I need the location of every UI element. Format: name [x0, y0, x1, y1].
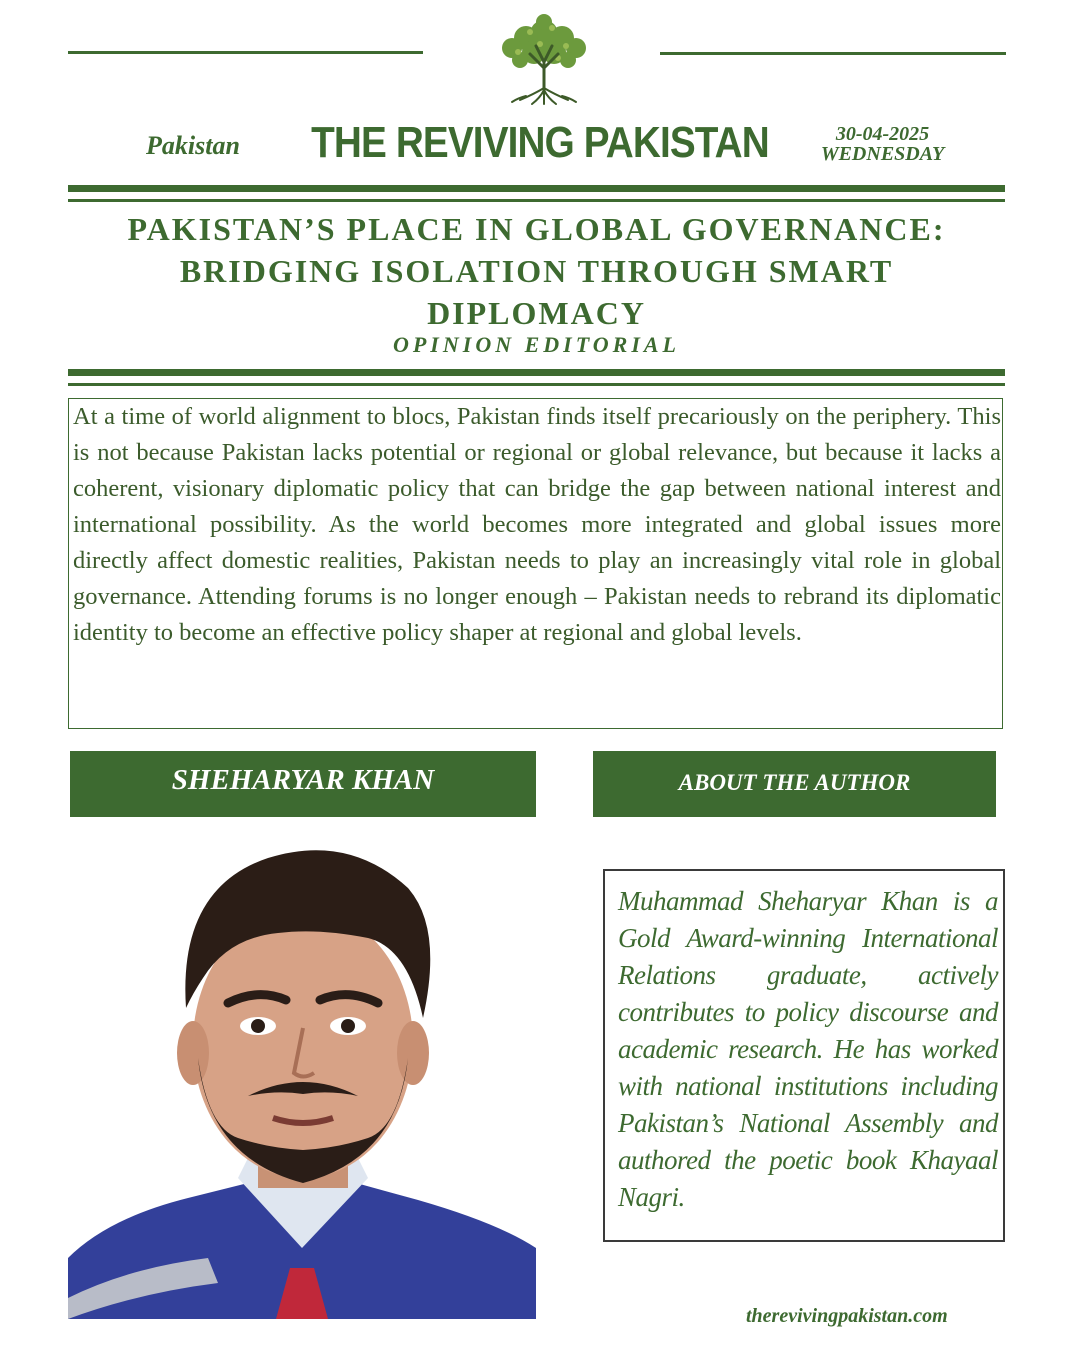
author-bio-box — [603, 869, 1005, 1242]
issue-date — [800, 124, 965, 164]
author-name-banner: SHEHARYAR KHAN — [70, 751, 536, 817]
article-headline: PAKISTAN’S PLACE IN GLOBAL GOVERNANCE: BRIDGING ISOLATION THROUGH SMART DIPLOMACY — [127, 211, 946, 331]
weekday-value: WEDNESDAY — [820, 143, 945, 165]
date-value: 30-04-2025 — [835, 123, 930, 145]
masthead-title: THE REVIVING PAKISTAN — [311, 118, 769, 167]
top-right-rule — [660, 52, 1006, 55]
headline-thick-rule — [68, 369, 1005, 376]
masthead-thick-rule — [68, 185, 1005, 192]
author-photo — [68, 828, 536, 1319]
article-kicker: OPINION EDITORIAL — [392, 332, 680, 357]
region-label: Pakistan — [146, 131, 240, 160]
top-left-rule — [68, 51, 423, 54]
author-bio: Muhammad Sheharyar Khan is a Gold Award-winning International Relations graduate, actively contributes to policy discourse and academic research. He has worked with national institutions including Pakistan’s National Assembly and authored the poetic book Khayaal Nagri. — [618, 886, 998, 1212]
headline-thin-rule — [68, 383, 1005, 386]
about-author-banner: ABOUT THE AUTHOR — [593, 751, 996, 817]
intro-paragraph: At a time of world alignment to blocs, Pakistan finds itself precariously on the periphery. This is not because Pakistan lacks potential or regional or global relevance, but because it lacks a coherent, visionary diplomatic policy that can bridge the gap between national interest and international possibility. As the world becomes more integrated and global issues more directly affect domestic realities, Pakistan needs to play an increasingly vital role in global governance. Attending forums is no longer enough – Pakistan needs to rebrand its diplomatic identity to become an effective policy shaper at regional and global levels. — [73, 403, 1001, 646]
website-link[interactable]: therevivingpakistan.com — [746, 1305, 948, 1327]
tree-of-life-icon — [490, 12, 598, 108]
intro-box — [68, 398, 1003, 729]
masthead-thin-rule — [68, 199, 1005, 202]
